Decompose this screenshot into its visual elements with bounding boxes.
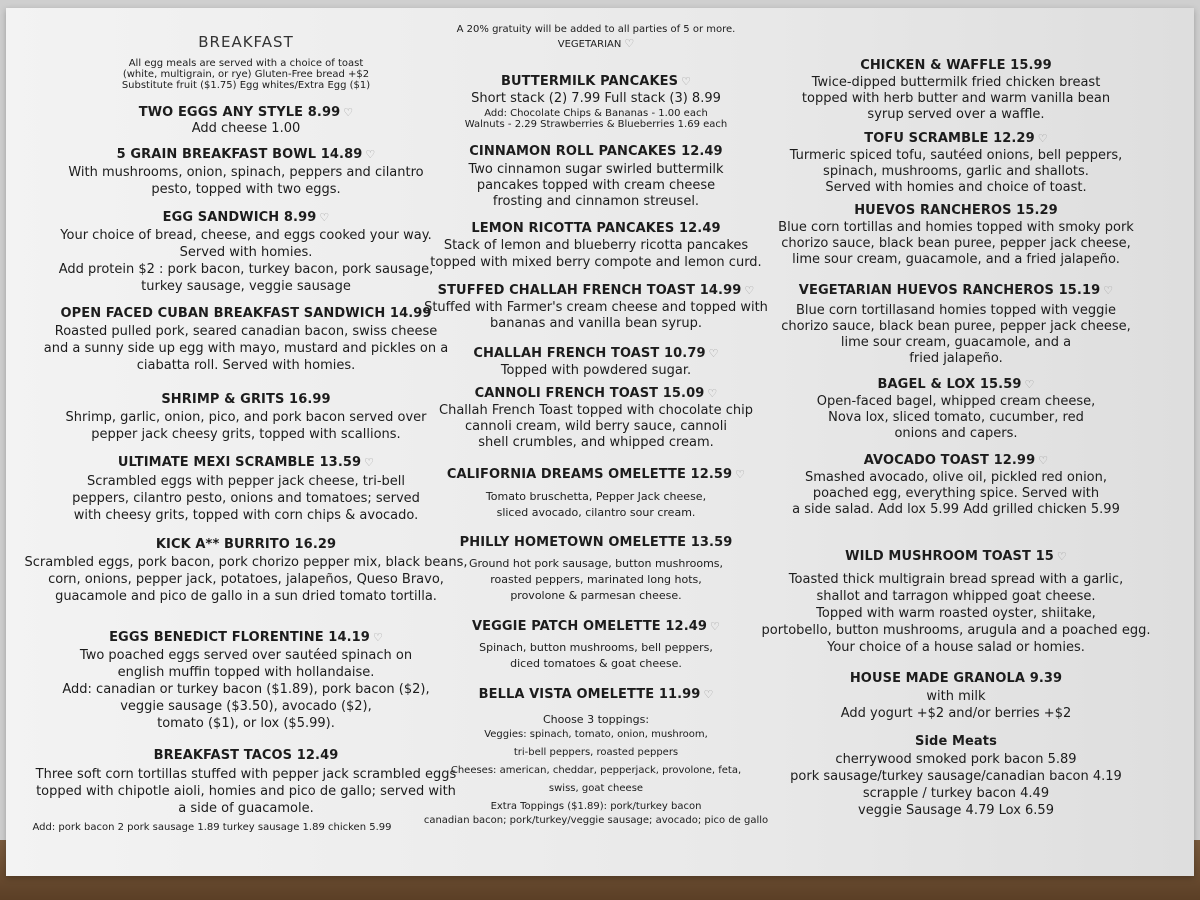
- intro-line: Substitute fruit ($1.75) Egg whites/Extra Egg ($1): [121, 80, 371, 91]
- menu-item-desc: Short stack (2) 7.99 Full stack (3) 8.99: [471, 91, 721, 106]
- add-ons-footer: Add: pork bacon 2 pork sausage 1.89 turkey sausage 1.89 chicken 5.99: [32, 822, 392, 833]
- menu-item-desc: spinach, mushrooms, garlic and shallots.: [823, 164, 1089, 179]
- vegetarian-legend: VEGETARIAN ♡: [557, 37, 635, 50]
- menu-item-desc: topped with mixed berry compote and lemon curd.: [430, 255, 762, 270]
- menu-item-desc: cherrywood smoked pork bacon 5.89: [835, 752, 1077, 767]
- heart-icon: ♡: [1056, 550, 1067, 563]
- menu-item-desc: Shrimp, garlic, onion, pico, and pork bacon served over: [65, 410, 427, 425]
- menu-item-desc: pesto, topped with two eggs.: [151, 182, 341, 197]
- menu-item-title: EGGS BENEDICT FLORENTINE 14.19 ♡: [109, 630, 383, 645]
- menu-item-desc: tomato ($1), or lox ($5.99).: [157, 716, 335, 731]
- menu-item-desc: a side of guacamole.: [178, 801, 314, 816]
- menu-item-title: BAGEL & LOX 15.59 ♡: [877, 377, 1035, 392]
- menu-item-desc: swiss, goat cheese: [548, 783, 644, 794]
- menu-item-title: HOUSE MADE GRANOLA 9.39: [849, 671, 1063, 686]
- menu-item-desc: Nova lox, sliced tomato, cucumber, red: [828, 410, 1084, 425]
- heart-icon: ♡: [710, 620, 720, 633]
- menu-item-desc: topped with chipotle aioli, homies and pico de gallo; served with: [36, 784, 456, 799]
- menu-item-desc: Turmeric spiced tofu, sautéed onions, bell peppers,: [789, 148, 1123, 163]
- menu-item-title: BREAKFAST TACOS 12.49: [153, 748, 339, 763]
- menu-item-desc: Tomato bruschetta, Pepper Jack cheese,: [485, 490, 707, 503]
- menu-item-desc: Twice-dipped buttermilk fried chicken breast: [811, 75, 1101, 90]
- menu-item-desc: canadian bacon; pork/turkey/veggie sausage; avocado; pico de gallo: [423, 815, 769, 826]
- menu-item-desc: with cheesy grits, topped with corn chips & avocado.: [73, 508, 419, 523]
- menu-item-desc: ciabatta roll. Served with homies.: [136, 358, 356, 373]
- menu-item-desc: frosting and cinnamon streusel.: [492, 194, 700, 209]
- menu-item-desc: Roasted pulled pork, seared canadian bacon, swiss cheese: [54, 324, 438, 339]
- heart-icon: ♡: [735, 468, 746, 481]
- heart-icon: ♡: [343, 106, 354, 119]
- menu-item-desc: onions and capers.: [894, 426, 1018, 441]
- menu-item-desc: Cheeses: american, cheddar, pepperjack, provolone, feta,: [450, 765, 742, 776]
- heart-icon: ♡: [1038, 454, 1049, 467]
- menu-item-desc: chorizo sauce, black bean puree, pepper jack cheese,: [781, 319, 1131, 334]
- heart-icon: ♡: [624, 37, 635, 50]
- menu-item-desc: syrup served over a waffle.: [867, 107, 1045, 122]
- menu-item-title: CHICKEN & WAFFLE 15.99: [860, 58, 1052, 73]
- menu-item-title: 5 GRAIN BREAKFAST BOWL 14.89 ♡: [116, 147, 376, 162]
- gratuity-note: A 20% gratuity will be added to all parties of 5 or more.: [456, 24, 736, 35]
- menu-item-desc: Veggies: spinach, tomato, onion, mushroom,: [484, 729, 708, 740]
- menu-item-desc: topped with herb butter and warm vanilla bean: [801, 91, 1111, 106]
- heart-icon: ♡: [372, 631, 383, 644]
- menu-item-title: EGG SANDWICH 8.99 ♡: [162, 210, 330, 225]
- heart-icon: ♡: [364, 456, 375, 469]
- menu-item-title: KICK A** BURRITO 16.29: [155, 537, 337, 552]
- menu-item-title: LEMON RICOTTA PANCAKES 12.49: [471, 221, 721, 236]
- menu-item-title: STUFFED CHALLAH FRENCH TOAST 14.99 ♡: [437, 283, 755, 298]
- menu-item-desc: Add: canadian or turkey bacon ($1.89), pork bacon ($2),: [62, 682, 430, 697]
- menu-item-desc: guacamole and pico de gallo in a sun dried tomato tortilla.: [55, 589, 437, 604]
- menu-item-desc: Toasted thick multigrain bread spread with a garlic,: [788, 572, 1124, 587]
- menu-page: [6, 8, 1194, 876]
- menu-item-title: PHILLY HOMETOWN OMELETTE 13.59: [459, 535, 733, 550]
- menu-item-desc: Stack of lemon and blueberry ricotta pancakes: [443, 238, 749, 253]
- menu-item-title: CHALLAH FRENCH TOAST 10.79 ♡: [473, 346, 719, 361]
- menu-item-desc: portobello, button mushrooms, arugula and a poached egg.: [761, 623, 1151, 638]
- menu-item-desc: Topped with powdered sugar.: [500, 363, 692, 378]
- menu-item-desc: Add cheese 1.00: [191, 121, 301, 136]
- menu-item-desc: Two cinnamon sugar swirled buttermilk: [468, 162, 724, 177]
- menu-item-desc: chorizo sauce, black bean puree, pepper jack cheese,: [781, 236, 1131, 251]
- menu-item-desc: With mushrooms, onion, spinach, peppers and cilantro: [68, 165, 424, 180]
- menu-item-desc: Your choice of a house salad or homies.: [827, 640, 1085, 655]
- menu-item-desc: Choose 3 toppings:: [542, 713, 650, 726]
- menu-item-desc: tri-bell peppers, roasted peppers: [513, 747, 679, 758]
- menu-item-desc: with milk: [926, 689, 986, 704]
- menu-item-desc: Blue corn tortillas and homies topped with smoky pork: [778, 220, 1134, 235]
- menu-item-desc: Blue corn tortillasand homies topped with veggie: [796, 303, 1116, 318]
- menu-item-desc: Challah French Toast topped with chocolate chip: [439, 403, 753, 418]
- menu-item-desc: Spinach, button mushrooms, bell peppers,: [479, 641, 713, 654]
- menu-item-desc: a side salad. Add lox 5.99 Add grilled chicken 5.99: [792, 502, 1120, 517]
- menu-item-desc: Served with homies.: [179, 245, 313, 260]
- menu-item-desc: veggie Sausage 4.79 Lox 6.59: [858, 803, 1054, 818]
- heart-icon: ♡: [1103, 284, 1114, 297]
- menu-item-title: BELLA VISTA OMELETTE 11.99 ♡: [478, 687, 714, 702]
- menu-item-desc: Topped with warm roasted oyster, shiitake,: [816, 606, 1096, 621]
- menu-item-desc: Scrambled eggs, pork bacon, pork chorizo pepper mix, black beans,: [24, 555, 468, 570]
- menu-item-desc: Open-faced bagel, whipped cream cheese,: [816, 394, 1096, 409]
- menu-item-title: VEGETARIAN HUEVOS RANCHEROS 15.19 ♡: [798, 283, 1114, 298]
- intro-line: All egg meals are served with a choice of toast: [128, 58, 364, 69]
- heart-icon: ♡: [319, 211, 330, 224]
- menu-item-desc: Ground hot pork sausage, button mushrooms,: [468, 557, 724, 570]
- menu-item-title: SHRIMP & GRITS 16.99: [161, 392, 331, 407]
- menu-item-desc: bananas and vanilla bean syrup.: [490, 316, 702, 331]
- menu-item-desc: peppers, cilantro pesto, onions and tomatoes; served: [72, 491, 420, 506]
- menu-item-desc: Your choice of bread, cheese, and eggs cooked your way.: [60, 228, 432, 243]
- menu-item-desc: Smashed avocado, olive oil, pickled red onion,: [804, 470, 1108, 485]
- section-heading: BREAKFAST: [198, 33, 294, 51]
- menu-item-title: WILD MUSHROOM TOAST 15 ♡: [845, 549, 1067, 564]
- menu-item-desc: Served with homies and choice of toast.: [825, 180, 1087, 195]
- heart-icon: ♡: [703, 688, 714, 701]
- menu-item-desc: Three soft corn tortillas stuffed with pepper jack scrambled eggs: [35, 767, 457, 782]
- menu-item-title: VEGGIE PATCH OMELETTE 12.49 ♡: [472, 619, 720, 634]
- heart-icon: ♡: [707, 387, 718, 400]
- menu-item-desc: and a sunny side up egg with mayo, mustard and pickles on a: [43, 341, 449, 356]
- menu-item-desc: pancakes topped with cream cheese: [476, 178, 716, 193]
- heart-icon: ♡: [744, 284, 755, 297]
- menu-item-desc: diced tomatoes & goat cheese.: [510, 657, 682, 670]
- intro-line: (white, multigrain, or rye) Gluten-Free bread +$2: [122, 69, 370, 80]
- menu-item-desc: fried jalapeño.: [909, 351, 1003, 366]
- menu-item-desc: Stuffed with Farmer's cream cheese and topped with: [424, 300, 768, 315]
- menu-item-title: ULTIMATE MEXI SCRAMBLE 13.59 ♡: [117, 455, 375, 470]
- menu-item-desc: cannoli cream, wild berry sauce, cannoli: [465, 419, 727, 434]
- menu-item-title: TWO EGGS ANY STYLE 8.99 ♡: [138, 105, 354, 120]
- menu-item-desc: Add yogurt +$2 and/or berries +$2: [840, 706, 1072, 721]
- heart-icon: ♡: [681, 75, 692, 88]
- menu-item-title: BUTTERMILK PANCAKES ♡: [500, 74, 692, 89]
- menu-item-desc: Scrambled eggs with pepper jack cheese, tri-bell: [87, 474, 405, 489]
- menu-item-desc: scrapple / turkey bacon 4.49: [862, 786, 1050, 801]
- menu-item-desc: lime sour cream, guacamole, and a: [840, 335, 1072, 350]
- menu-item-title: HUEVOS RANCHEROS 15.29: [854, 203, 1058, 218]
- menu-item-desc: shallot and tarragon whipped goat cheese.: [816, 589, 1096, 604]
- menu-item-desc: pork sausage/turkey sausage/canadian bacon 4.19: [790, 769, 1122, 784]
- menu-item-title: CINNAMON ROLL PANCAKES 12.49: [469, 144, 723, 159]
- menu-item-addons: Walnuts - 2.29 Strawberries & Blueberries 1.69 each: [464, 119, 728, 130]
- menu-item-desc: Add protein $2 : pork bacon, turkey bacon, pork sausage,: [58, 262, 434, 277]
- menu-item-desc: Two poached eggs served over sautéed spinach on: [79, 648, 413, 663]
- menu-item-desc: english muffin topped with hollandaise.: [117, 665, 375, 680]
- menu-item-title: AVOCADO TOAST 12.99 ♡: [863, 453, 1049, 468]
- heart-icon: ♡: [1037, 132, 1048, 145]
- heart-icon: ♡: [365, 148, 376, 161]
- menu-item-desc: poached egg, everything spice. Served with: [812, 486, 1100, 501]
- heart-icon: ♡: [708, 347, 719, 360]
- menu-item-title: Side Meats: [915, 734, 997, 749]
- menu-item-title: CANNOLI FRENCH TOAST 15.09 ♡: [474, 386, 718, 401]
- menu-item-desc: shell crumbles, and whipped cream.: [478, 435, 714, 450]
- menu-item-desc: veggie sausage ($3.50), avocado ($2),: [120, 699, 372, 714]
- menu-item-desc: lime sour cream, guacamole, and a fried jalapeño.: [792, 252, 1120, 267]
- menu-item-addons: Add: Chocolate Chips & Bananas - 1.00 each: [484, 108, 708, 119]
- heart-icon: ♡: [1024, 378, 1035, 391]
- menu-item-title: CALIFORNIA DREAMS OMELETTE 12.59 ♡: [446, 467, 746, 482]
- menu-item-desc: Extra Toppings ($1.89): pork/turkey bacon: [490, 801, 702, 812]
- menu-item-desc: sliced avocado, cilantro sour cream.: [496, 506, 696, 519]
- menu-item-desc: turkey sausage, veggie sausage: [141, 279, 351, 294]
- menu-item-title: TOFU SCRAMBLE 12.29 ♡: [864, 131, 1048, 146]
- menu-item-desc: roasted peppers, marinated long hots,: [490, 573, 702, 586]
- menu-item-title: OPEN FACED CUBAN BREAKFAST SANDWICH 14.99: [60, 306, 432, 321]
- menu-item-desc: provolone & parmesan cheese.: [510, 589, 682, 602]
- menu-item-desc: corn, onions, pepper jack, potatoes, jalapeños, Queso Bravo,: [48, 572, 444, 587]
- menu-item-desc: pepper jack cheesy grits, topped with scallions.: [91, 427, 401, 442]
